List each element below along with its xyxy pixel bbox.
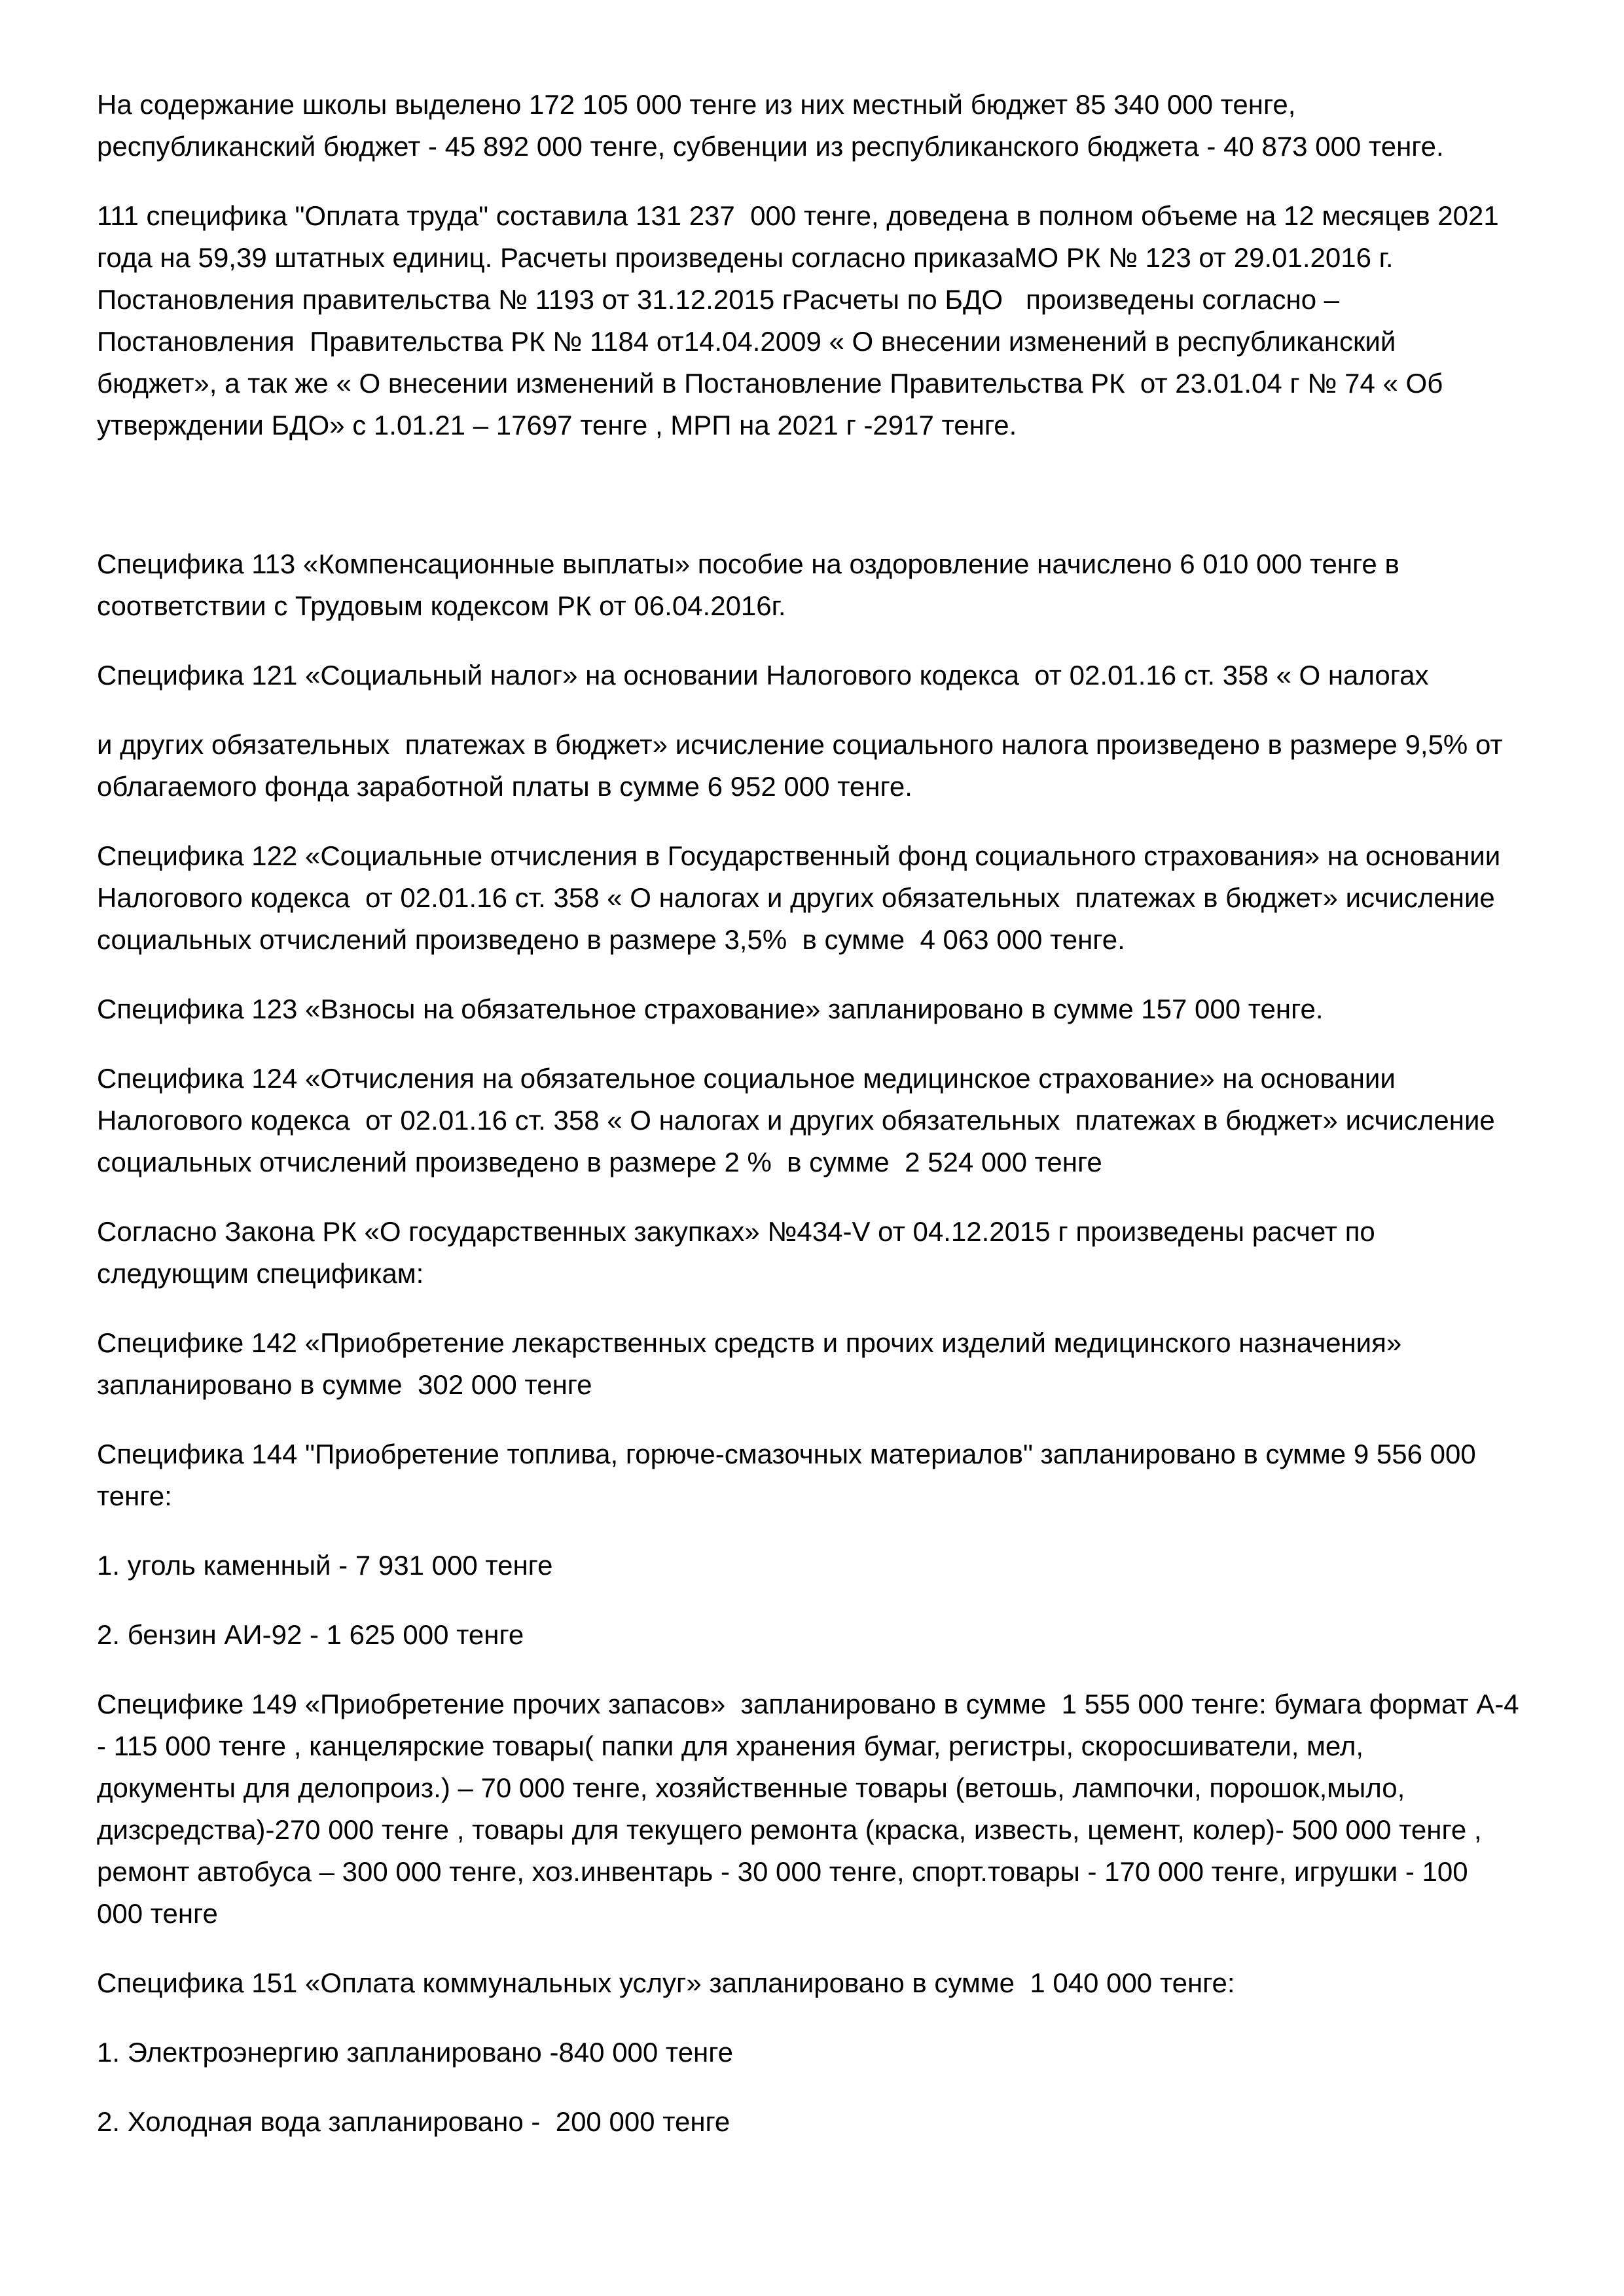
text-line: Специфика 121 «Социальный налог» на основании Налогового кодекса от 02.01.16 ст. 358 « О налогах: [97, 660, 1429, 691]
text-line: тенге:: [97, 1480, 172, 1511]
text-line: 1. Электроэнергию запланировано -840 000 тенге: [97, 2037, 734, 2068]
paragraph: [97, 474, 1596, 516]
text-line: Специфика 144 "Приобретение топлива, горюче-смазочных материалов" запланировано в сумме 9 556 000: [97, 1439, 1476, 1469]
text-line: документы для делопроиз.) – 70 000 тенге, хозяйственные товары (ветошь, лампочки, порошок,мыло,: [97, 1772, 1405, 1803]
paragraph: [97, 1962, 1596, 2004]
text-line: Специфика 122 «Социальные отчисления в Государственный фонд социального страхования» на основании: [97, 840, 1501, 871]
text-line: 2. Холодная вода запланировано - 200 000 тенге: [97, 2106, 731, 2137]
text-line: Специфике 142 «Приобретение лекарственных средств и прочих изделий медицинского назначения»: [97, 1327, 1402, 1358]
text-line: Постановления правительства № 1193 от 31.12.2015 гРасчеты по БДО произведены согласно –: [97, 284, 1340, 315]
text-line: Налогового кодекса от 02.01.16 ст. 358 « О налогах и других обязательных платежах в бюджет» исчисление: [97, 882, 1495, 913]
text-line: дизсредства)-270 000 тенге , товары для текущего ремонта (краска, известь, цемент, колер)- 500 000 тенге ,: [97, 1814, 1482, 1845]
paragraph: [97, 2101, 1596, 2143]
paragraph: [97, 1683, 1596, 1935]
paragraph: [97, 724, 1596, 808]
text-line: социальных отчислений произведено в размере 3,5% в сумме 4 063 000 тенге.: [97, 924, 1125, 955]
paragraph: [97, 1545, 1596, 1587]
text-line: и других обязательных платежах в бюджет» исчисление социального налога произведено в размере 9,5% от: [97, 729, 1503, 760]
text-line: соответствии с Трудовым кодексом РК от 06.04.2016г.: [97, 590, 786, 621]
paragraph: [97, 84, 1596, 168]
text-line: [97, 474, 1596, 516]
text-line: На содержание школы выделено 172 105 000 тенге из них местный бюджет 85 340 000 тенге,: [97, 89, 1296, 120]
text-line: Специфика 123 «Взносы на обязательное страхование» запланировано в сумме 157 000 тенге.: [97, 994, 1324, 1024]
paragraph: [97, 1433, 1596, 1517]
text-line: 1. уголь каменный - 7 931 000 тенге: [97, 1550, 553, 1581]
text-line: утверждении БДО» с 1.01.21 – 17697 тенге , МРП на 2021 г -2917 тенге.: [97, 410, 1017, 440]
text-line: Налогового кодекса от 02.01.16 ст. 358 « О налогах и других обязательных платежах в бюджет» исчисление: [97, 1105, 1495, 1136]
text-line: ремонт автобуса – 300 000 тенге, хоз.инвентарь - 30 000 тенге, спорт.товары - 170 000 тенге, игрушки - 100: [97, 1856, 1468, 1887]
paragraph: [97, 835, 1596, 961]
text-line: Специфике 149 «Приобретение прочих запасов» запланировано в сумме 1 555 000 тенге: бумага формат А-4: [97, 1689, 1519, 1719]
text-line: Специфика 151 «Оплата коммунальных услуг» запланировано в сумме 1 040 000 тенге:: [97, 1967, 1235, 1998]
text-line: Постановления Правительства РК № 1184 от14.04.2009 « О внесении изменений в республиканский: [97, 326, 1396, 357]
document-body: [97, 84, 1596, 2170]
text-line: республиканский бюджет - 45 892 000 тенге, субвенции из республиканского бюджета - 40 873 000 тенге.: [97, 131, 1444, 162]
paragraph: [97, 988, 1596, 1030]
text-line: Согласно Закона РК «О государственных закупках» №434-V от 04.12.2015 г произведены расчет по: [97, 1216, 1375, 1247]
text-line: 111 специфика "Оплата труда" составила 131 237 000 тенге, доведена в полном объеме на 12 месяцев 2021: [97, 200, 1499, 231]
paragraph: [97, 1322, 1596, 1406]
paragraph: [97, 1211, 1596, 1295]
text-line: 2. бензин АИ-92 - 1 625 000 тенге: [97, 1619, 524, 1650]
paragraph: [97, 195, 1596, 446]
paragraph: [97, 2032, 1596, 2073]
paragraph: [97, 655, 1596, 696]
paragraph: [97, 543, 1596, 627]
text-line: следующим спецификам:: [97, 1258, 424, 1289]
text-line: - 115 000 тенге , канцелярские товары( папки для хранения бумаг, регистры, скоросшиватели, мел,: [97, 1731, 1364, 1761]
text-line: социальных отчислений произведено в размере 2 % в сумме 2 524 000 тенге: [97, 1147, 1102, 1177]
text-line: запланировано в сумме 302 000 тенге: [97, 1369, 592, 1400]
paragraph: [97, 1058, 1596, 1183]
text-line: Специфика 124 «Отчисления на обязательное социальное медицинское страхование» на основании: [97, 1063, 1396, 1094]
text-line: года на 59,39 штатных единиц. Расчеты произведены согласно приказаМО РК № 123 от 29.01.2016 г.: [97, 242, 1394, 273]
text-line: 000 тенге: [97, 1898, 218, 1929]
text-line: бюджет», а так же « О внесении изменений в Постановление Правительства РК от 23.01.04 г № 74 « Об: [97, 368, 1443, 399]
text-line: облагаемого фонда заработной платы в сумме 6 952 000 тенге.: [97, 771, 912, 802]
text-line: Специфика 113 «Компенсационные выплаты» пособие на оздоровление начислено 6 010 000 тенге в: [97, 548, 1399, 579]
paragraph: [97, 1614, 1596, 1656]
